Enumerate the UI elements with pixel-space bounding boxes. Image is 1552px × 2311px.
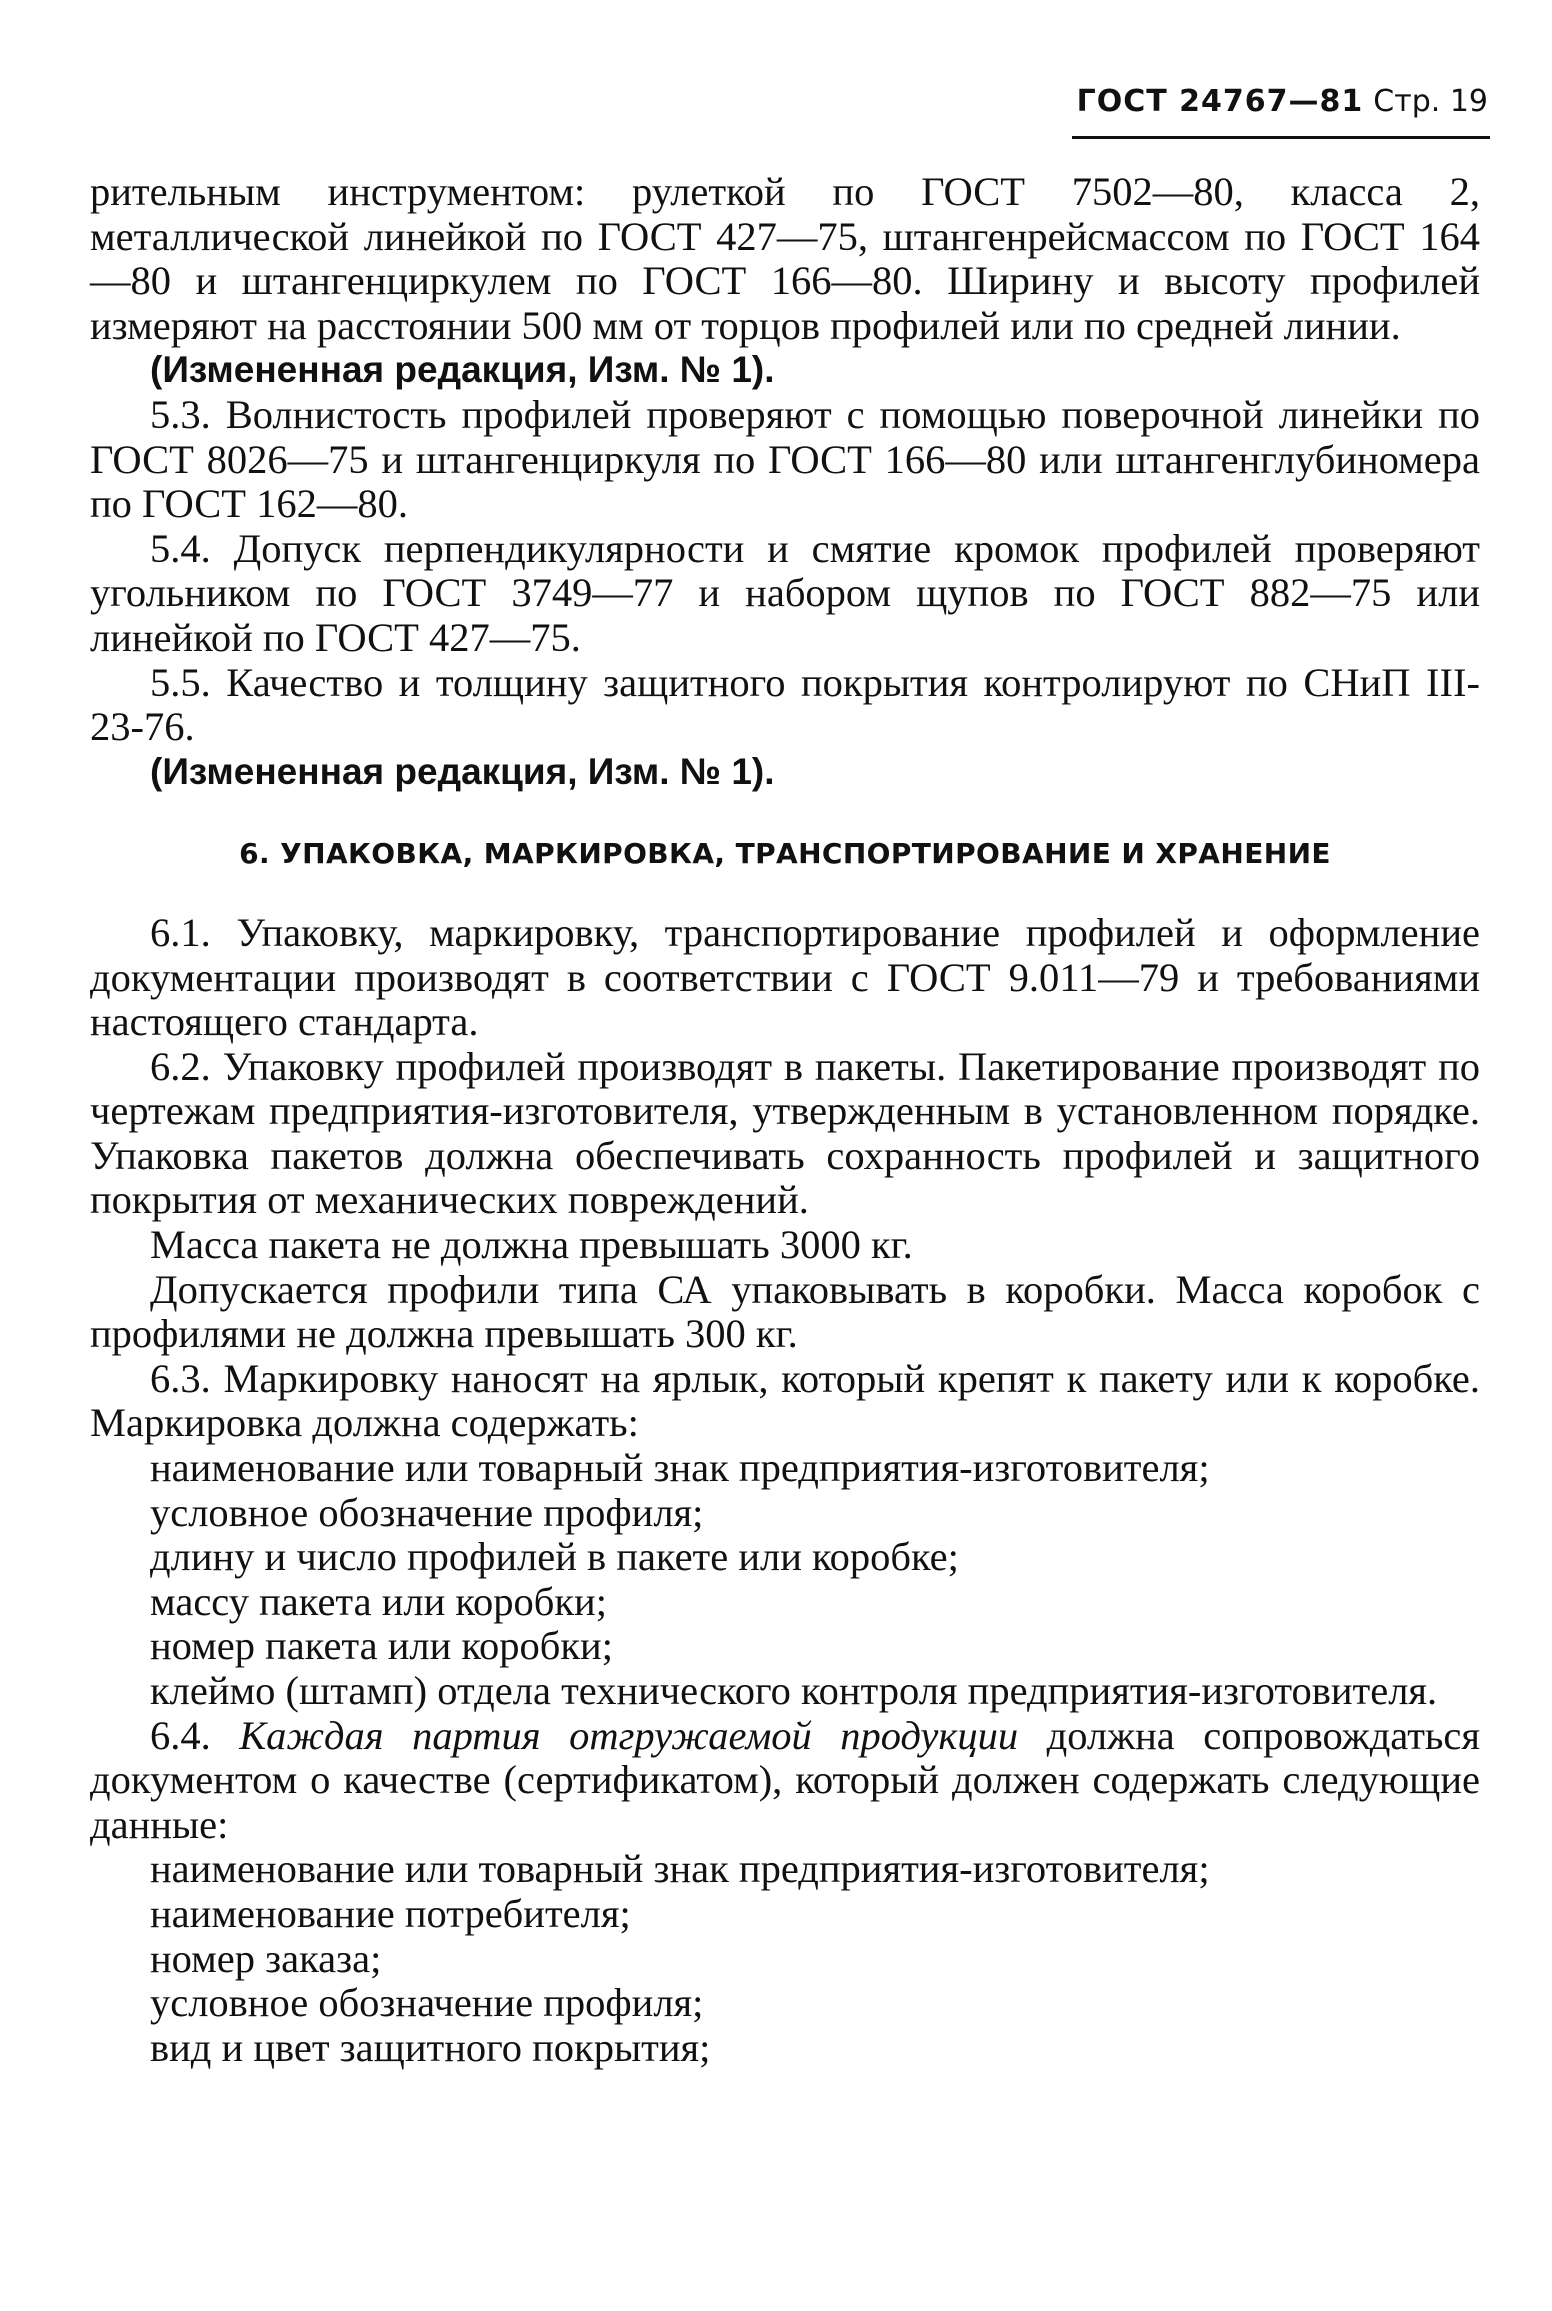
paragraph-6-4 xyxy=(90,1714,1480,1848)
amendment-note: (Измененная редакция, Изм. № 1). xyxy=(150,349,775,391)
paragraph-5-5: 5.5. Качество и толщину защитного покрытия контролируют по СНиП III-23-76. xyxy=(90,659,1480,750)
list-item: массу пакета или коробки; xyxy=(150,1578,607,1624)
page-number: Стр. 19 xyxy=(1373,84,1488,119)
list-item: наименование потребителя; xyxy=(150,1890,631,1936)
paragraph-6-2-boxes: Допускается профили типа СА упаковывать в коробки. Масса коробок с профилями не должна превышать 300 кг. xyxy=(90,1266,1480,1357)
paragraph-text: должна сопровождаться документом о качестве (сертификатом), который должен содержать следующие данные: xyxy=(90,1712,1480,1847)
paragraph-number: 6.4. xyxy=(150,1712,240,1758)
list-item: номер пакета или коробки; xyxy=(150,1623,613,1669)
paragraph-5-3: 5.3. Волнистость профилей проверяют с помощью поверочной линейки по ГОСТ 8026—75 и штангенциркуля по ГОСТ 166—80 или штангенглубиномера по ГОСТ 162—80. xyxy=(90,391,1480,527)
standard-number: ГОСТ 24767—81 xyxy=(1076,84,1364,119)
paragraph-5-2-continued: рительным инструментом: рулеткой по ГОСТ 7502—80, класса 2, металлической линейкой по ГОСТ 427—75, штангенрейсмассом по ГОСТ 164—80 и штангенциркулем по ГОСТ 166—80. Ширину и высоту профилей измеряют на расстоянии 500 мм от торцов профилей или по средней линии. xyxy=(90,169,1480,348)
page-header xyxy=(1077,84,1488,119)
list-item: условное обозначение профиля; xyxy=(150,1980,704,2026)
header-rule xyxy=(1072,136,1490,139)
paragraph-6-2-mass: Масса пакета не должна превышать 3000 кг. xyxy=(150,1222,913,1268)
list-item: клеймо (штамп) отдела технического контроля предприятия-изготовителя. xyxy=(150,1668,1438,1713)
list-item: длину и число профилей в пакете или коробке; xyxy=(150,1534,959,1580)
document-body xyxy=(90,170,1480,2070)
list-item: номер заказа; xyxy=(150,1935,382,1981)
paragraph-6-3: 6.3. Маркировку наносят на ярлык, который крепят к пакету или к коробке. Маркировка должна содержать: xyxy=(90,1355,1480,1446)
list-item: условное обозначение профиля; xyxy=(150,1489,704,1535)
paragraph-6-1: 6.1. Упаковку, маркировку, транспортирование профилей и оформление документации производят в соответствии с ГОСТ 9.011—79 и требованиями настоящего стандарта. xyxy=(90,909,1480,1045)
paragraph-5-4: 5.4. Допуск перпендикулярности и смятие кромок профилей проверяют угольником по ГОСТ 3749—77 и набором щупов по ГОСТ 882—75 или линейкой по ГОСТ 427—75. xyxy=(90,525,1480,660)
paragraph-6-2: 6.2. Упаковку профилей производят в пакеты. Пакетирование производят по чертежам предприятия-изготовителя, утвержденным в установленном порядке. Упаковка пакетов должна обеспечивать сохранность профилей и защитного покрытия от механических повреждений. xyxy=(90,1043,1480,1223)
list-item: наименование или товарный знак предприятия-изготовителя; xyxy=(150,1445,1210,1491)
list-item: наименование или товарный знак предприятия-изготовителя; xyxy=(150,1846,1210,1892)
amendment-note: (Измененная редакция, Изм. № 1). xyxy=(150,750,775,792)
list-item: вид и цвет защитного покрытия; xyxy=(150,2024,711,2070)
section-6-title: 6. УПАКОВКА, МАРКИРОВКА, ТРАНСПОРТИРОВАНИЕ И ХРАНЕНИЕ xyxy=(239,837,1331,871)
emphasized-text: Каждая партия отгружаемой продукции xyxy=(239,1712,1019,1758)
